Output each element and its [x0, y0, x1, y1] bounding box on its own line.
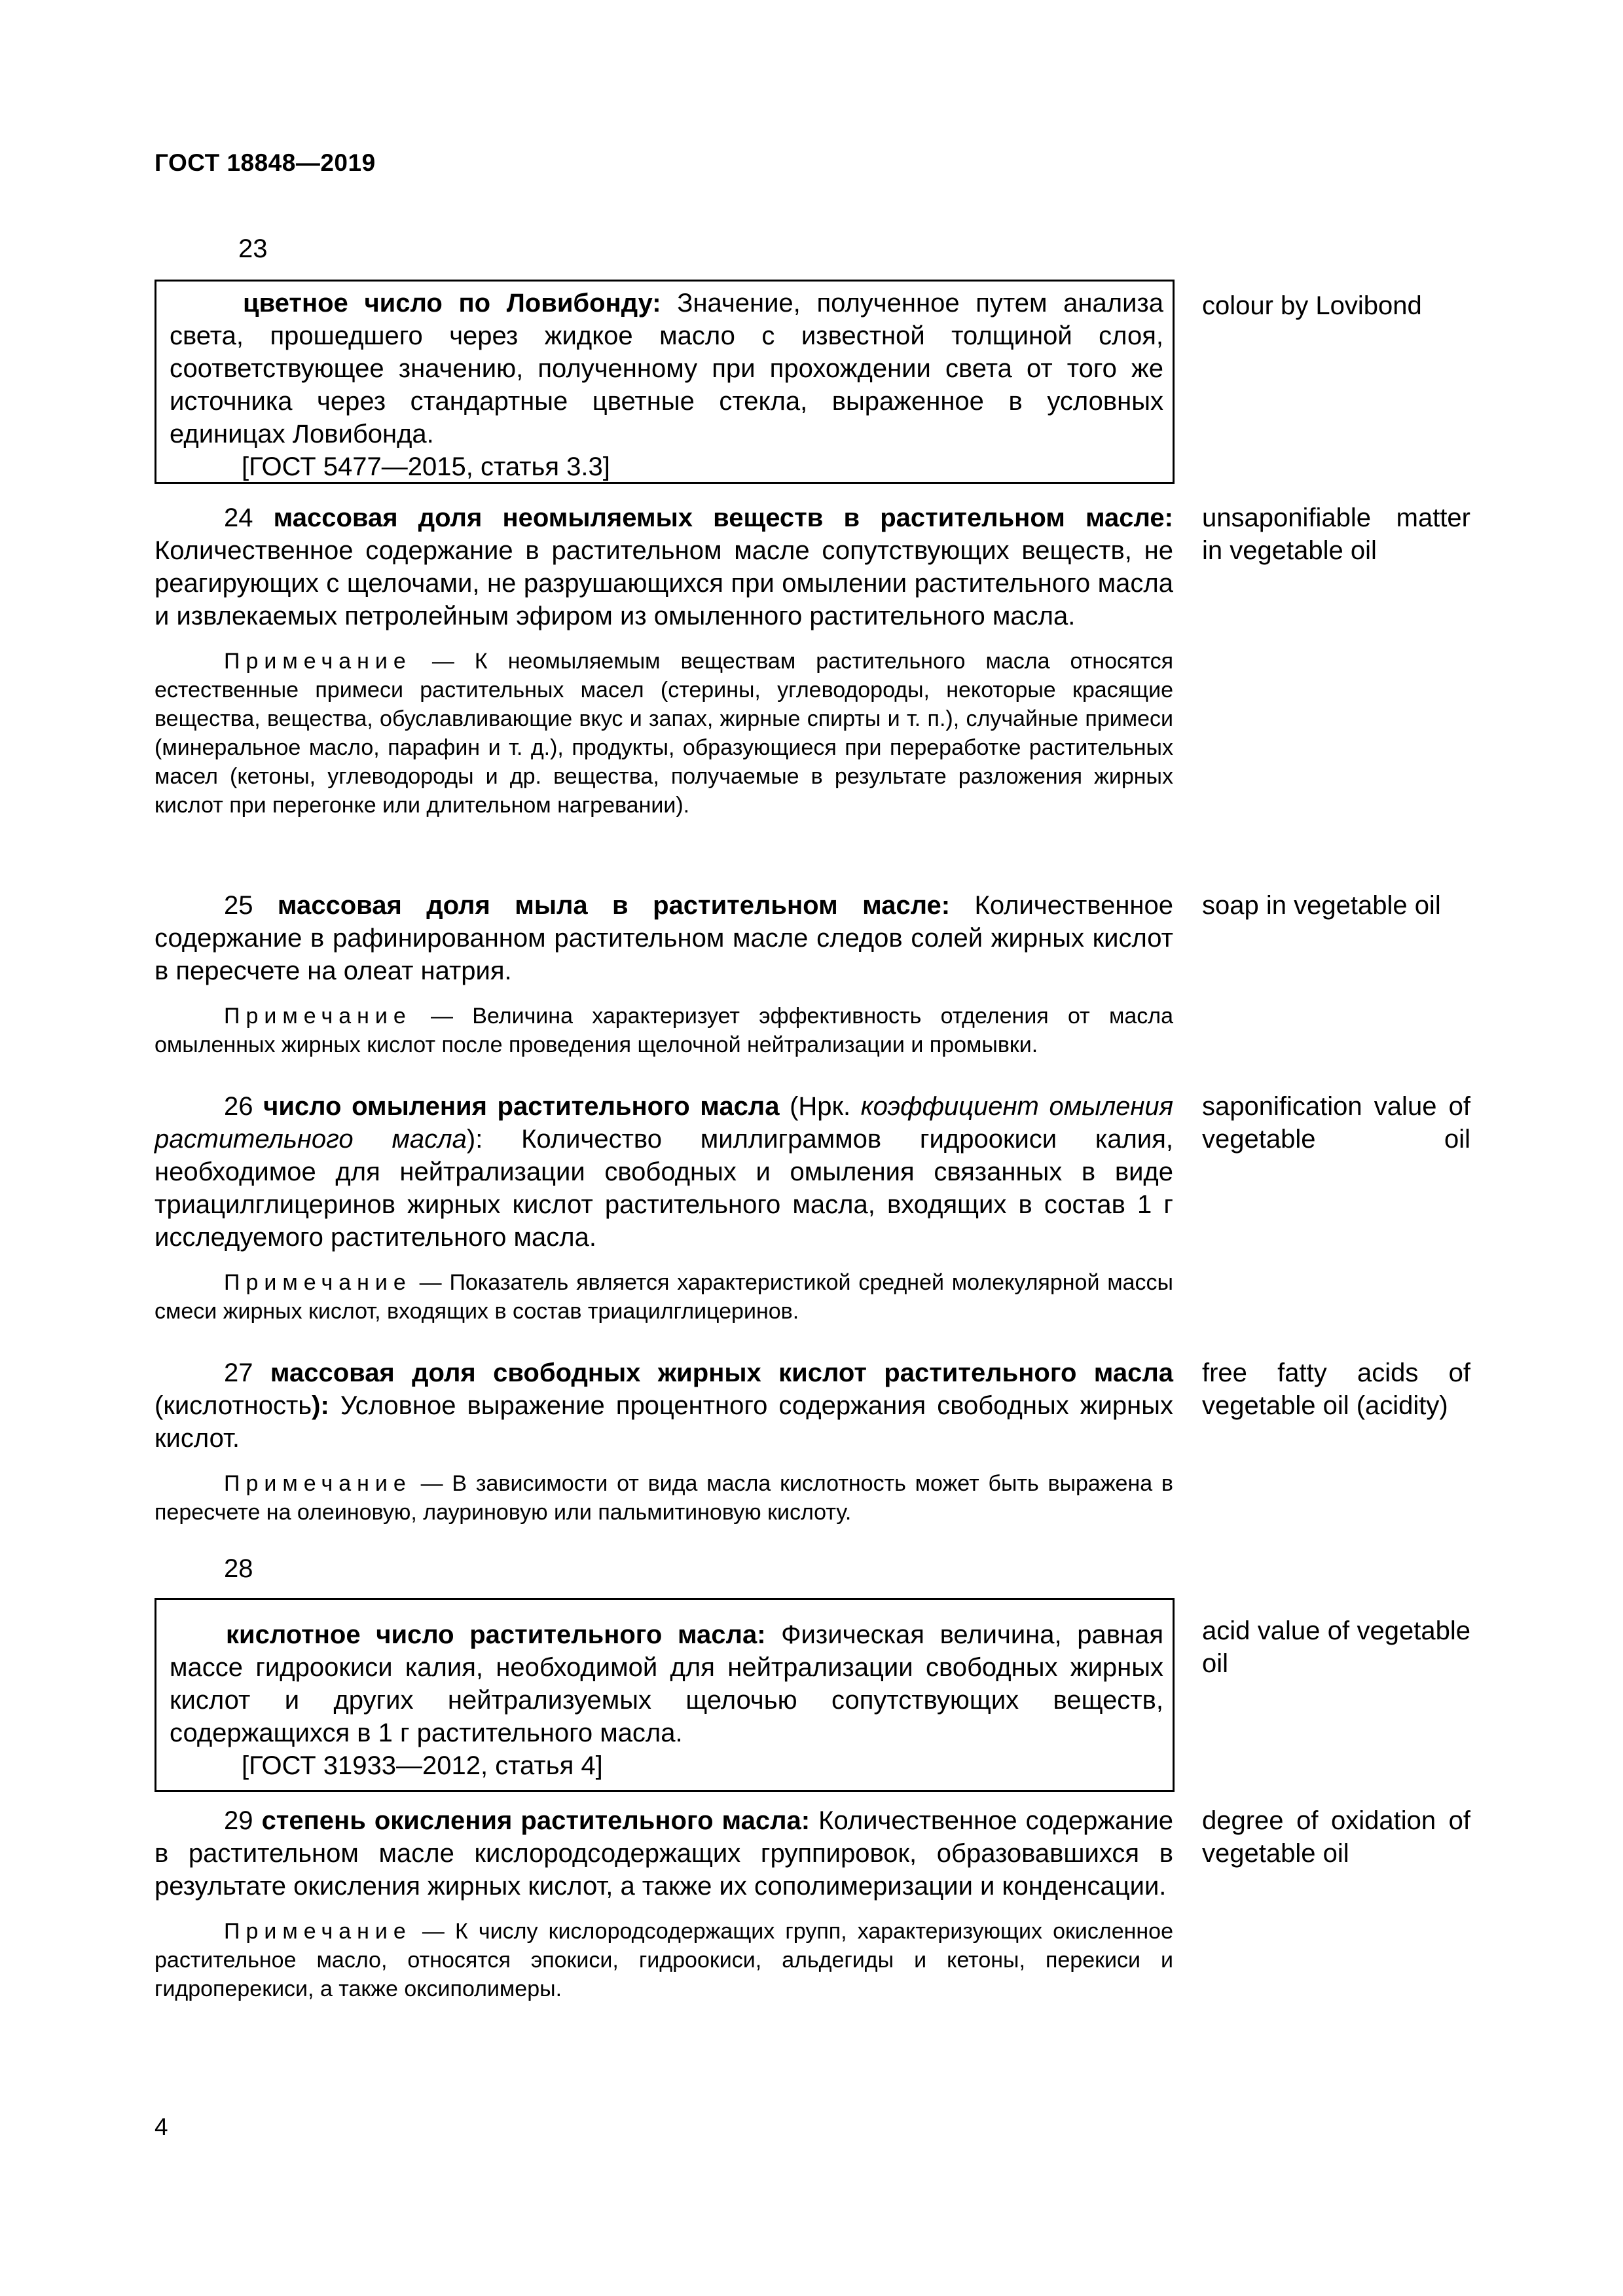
entry-28-text	[170, 1618, 1163, 1749]
entry-25-note-label: Примечание	[224, 1004, 412, 1029]
entry-24-definition: Количественное содержание в растительном масле сопутствующих веществ, не реагирующих с щелочами, не разрушающихся при омылении растительного масла и извлекаемых петролейным эфиром из омыленного растительного масла.	[155, 536, 1173, 630]
entry-28-box	[155, 1598, 1175, 1792]
entry-28-number: 28	[224, 1554, 253, 1583]
entry-29-definition: Количественное содержание в растительном масле кислородсодержащих группировок, образовавшихся в результате окисления жирных кислот, а также их сополимеризации и конденсации.	[155, 1806, 1173, 1901]
entry-27-term: массовая доля свободных жирных кислот растительного масла	[270, 1358, 1173, 1387]
entry-25-text	[155, 889, 1173, 987]
entry-24-english: unsaponifiable matter in vegetable oil	[1202, 503, 1470, 565]
entry-26-english: saponification value of vegetable oil	[1202, 1092, 1470, 1154]
entry-24-term: массовая доля неомыляемых веществ в растительном масле:	[273, 503, 1174, 532]
entry-23-text	[170, 287, 1163, 450]
entry-29-note-text: — К числу кислородсодержащих групп, характеризующих окисленное растительное масло, относятся эпокиси, гидроокиси, альдегиды и кетоны, перекиси и гидроперекиси, а также оксиполимеры.	[155, 1919, 1173, 2001]
entry-25-note	[155, 1002, 1173, 1059]
entry-25	[155, 889, 1173, 1059]
entry-26-note-label: Примечание	[224, 1270, 412, 1295]
entry-24-note	[155, 647, 1173, 820]
entry-27-paren-close: ):	[312, 1391, 329, 1420]
document-header: ГОСТ 18848—2019	[155, 149, 376, 176]
entry-26-definition: Количество миллиграммов гидроокиси калия, необходимое для нейтрализации свободных и омыления связанных в виде триацилглицеринов жирных кислот растительного масла, входящих в состав 1 г исследуемого растительного масла.	[155, 1125, 1173, 1252]
entry-29-english: degree of oxidation of vegetable oil	[1202, 1806, 1470, 1868]
entry-23-source: [ГОСТ 5477—2015, статья 3.3]	[242, 452, 610, 481]
entry-27-paren-open: (	[155, 1391, 164, 1420]
entry-24-text	[155, 501, 1173, 632]
entry-25-note-text: — Величина характеризует эффективность отделения от масла омыленных жирных кислот после проведения щелочной нейтрализации и промывки.	[155, 1004, 1173, 1057]
entry-25-term: массовая доля мыла в растительном масле:	[277, 891, 951, 920]
entry-26-note-text: — Показатель является характеристикой средней молекулярной массы смеси жирных кислот, входящих в состав триацилглицеринов.	[155, 1270, 1173, 1324]
entry-26-paren-close: ):	[466, 1125, 483, 1154]
entry-26-note	[155, 1268, 1173, 1326]
entry-25-number: 25	[224, 891, 253, 920]
entry-26-paren-open: (Нрк.	[779, 1092, 861, 1121]
entry-26-alt-term: коэффициент омыления растительного масла	[155, 1092, 1173, 1154]
entry-29-number: 29	[224, 1806, 253, 1835]
entry-29-term: степень окисления растительного масла:	[261, 1806, 811, 1835]
entry-27	[155, 1357, 1173, 1527]
entry-27-note	[155, 1469, 1173, 1527]
entry-24	[155, 501, 1173, 820]
entry-29-note	[155, 1917, 1173, 2003]
entry-26-text	[155, 1090, 1173, 1254]
entry-28-term: кислотное число растительного масла:	[226, 1620, 766, 1649]
entry-27-alt-term: кислотность	[163, 1391, 312, 1420]
entry-27-note-label: Примечание	[224, 1471, 412, 1496]
entry-24-note-text: — К неомыляемым веществам растительного масла относятся естественные примеси растительных масел (стерины, углеводороды, некоторые красящие вещества, вещества, обуславливающие вкус и запах, жирные спирты и т. п.), случайные примеси (минеральное масло, парафин и т. д.), продукты, образующиеся при переработке растительных масел (кетоны, углеводороды и др. вещества, получаемые в результате разложения жирных кислот при перегонке или длительном нагревании).	[155, 649, 1173, 818]
entry-29-text	[155, 1804, 1173, 1903]
entry-27-text	[155, 1357, 1173, 1455]
entry-29	[155, 1804, 1173, 2003]
entry-24-number: 24	[224, 503, 253, 532]
entry-27-note-text: — В зависимости от вида масла кислотность может быть выражена в пересчете на олеиновую, лауриновую или пальмитиновую кислоту.	[155, 1471, 1173, 1525]
entry-23-number: 23	[238, 234, 268, 263]
entry-27-english: free fatty acids of vegetable oil (acidity)	[1202, 1358, 1470, 1420]
entry-26-number: 26	[224, 1092, 253, 1121]
entry-29-note-label: Примечание	[224, 1919, 412, 1944]
entry-25-english: soap in vegetable oil	[1202, 891, 1441, 920]
entry-27-number: 27	[224, 1358, 253, 1387]
entry-23-english: colour by Lovibond	[1202, 291, 1422, 320]
entry-23-term: цветное число по Ловибонду:	[243, 289, 661, 318]
entry-23-box	[155, 280, 1175, 484]
page-number: 4	[155, 2113, 168, 2140]
entry-25-definition: Количественное содержание в рафинированном растительном масле следов солей жирных кислот в пересчете на олеат натрия.	[155, 891, 1173, 985]
entry-27-definition: Условное выражение процентного содержания свободных жирных кислот.	[155, 1391, 1173, 1453]
entry-24-note-label: Примечание	[224, 649, 412, 674]
entry-23-definition: Значение, полученное путем анализа света, прошедшего через жидкое масло с известной толщиной слоя, соответствующее значению, полученному при прохождении света от того же источника через стандартные цветные стекла, выраженное в условных единицах Ловибонда.	[170, 289, 1164, 448]
entry-28-english: acid value of vegetable oil	[1202, 1616, 1470, 1678]
entry-26-term: число омыления растительного масла	[263, 1092, 780, 1121]
entry-26	[155, 1090, 1173, 1326]
entry-28-definition: Физическая величина, равная массе гидроокиси калия, необходимой для нейтрализации свободных жирных кислот и других нейтрализуемых щелочью сопутствующих веществ, содержащихся в 1 г растительного масла.	[170, 1620, 1163, 1747]
entry-28-source: [ГОСТ 31933—2012, статья 4]	[242, 1751, 603, 1780]
